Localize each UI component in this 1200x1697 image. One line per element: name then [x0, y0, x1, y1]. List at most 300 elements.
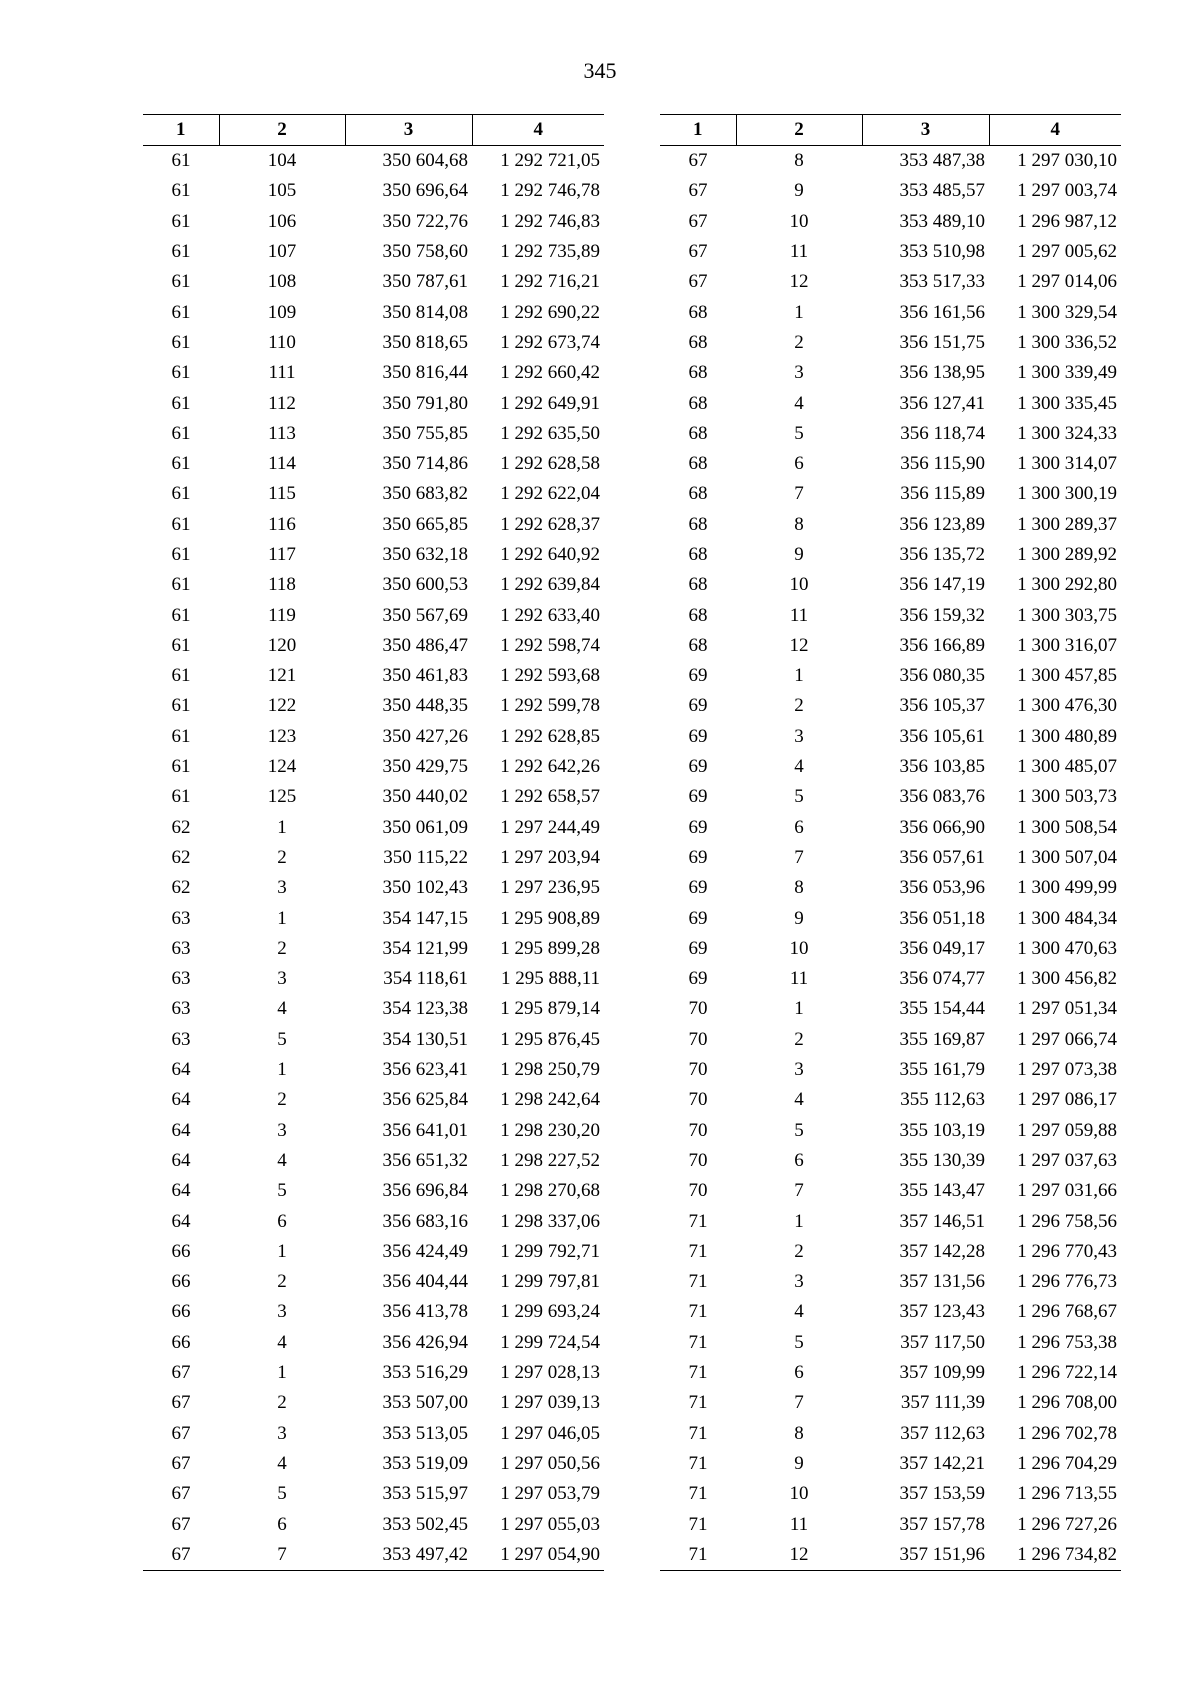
table-cell-col1: 68	[688, 634, 708, 656]
table-cell-col4: 1 299 792,71	[500, 1240, 600, 1262]
table-cell-col1: 62	[171, 846, 191, 868]
table-cell-col2: 6	[794, 1362, 804, 1384]
table-cell-col2: 114	[268, 453, 296, 475]
table-cell-col2: 117	[268, 544, 296, 565]
header-col-1: 1	[660, 115, 736, 146]
table-row	[660, 752, 1121, 782]
table-cell-col2: 1	[794, 998, 804, 1020]
table-row	[143, 419, 604, 449]
table-cell-col4: 1 296 702,78	[1017, 1422, 1117, 1444]
table-cell-col2: 1	[794, 665, 804, 687]
table-cell-col3: 350 600,53	[382, 574, 468, 596]
table-cell-col1: 68	[688, 544, 708, 565]
table-cell-col4: 1 300 336,52	[1017, 331, 1117, 353]
table-row	[660, 1116, 1121, 1146]
table-cell-col2: 6	[794, 453, 804, 475]
table-cell-col3: 354 130,51	[382, 1028, 468, 1050]
table-cell-col3: 357 151,96	[862, 1540, 989, 1571]
table-cell-col3: 353 513,05	[382, 1422, 468, 1444]
table-cell-col4: 1 300 508,54	[1017, 816, 1117, 838]
table-cell-col4: 1 300 289,92	[1017, 544, 1117, 565]
table-row	[660, 600, 1121, 630]
table-body	[143, 146, 604, 1571]
table-cell-col3: 350 696,64	[382, 180, 468, 202]
table-cell-col3: 350 486,47	[382, 634, 468, 656]
table-header	[660, 115, 1121, 146]
table-cell-col1: 69	[688, 877, 708, 899]
table-cell-col1: 71	[688, 1301, 708, 1323]
table-row	[143, 691, 604, 721]
table-cell-col3: 356 166,89	[899, 634, 985, 656]
table-cell-col1: 61	[171, 422, 191, 444]
table-row	[143, 328, 604, 358]
table-row	[143, 449, 604, 479]
table-cell-col1: 68	[688, 453, 708, 475]
table-cell-col2: 4	[794, 1301, 804, 1323]
table-cell-col4: 1 292 658,57	[500, 786, 600, 808]
table-cell-col4: 1 300 329,54	[1017, 301, 1117, 323]
table-cell-col4: 1 292 635,50	[500, 422, 600, 444]
table-cell-col4: 1 296 776,73	[1017, 1271, 1117, 1293]
table-cell-col3: 354 118,61	[383, 968, 468, 990]
table-cell-col1: 63	[171, 968, 191, 990]
table-cell-col3: 357 153,59	[899, 1483, 985, 1505]
header-col-1: 1	[143, 115, 219, 146]
table-cell-col1: 70	[688, 1149, 708, 1171]
page-number: 345	[583, 58, 617, 83]
table-cell-col2: 8	[794, 513, 804, 535]
table-cell-col4: 1 292 628,37	[500, 513, 600, 535]
table-cell-col1: 61	[171, 513, 191, 535]
table-row	[660, 1267, 1121, 1297]
table-cell-col4: 1 300 339,49	[1017, 362, 1117, 384]
table-cell-col3: 355 161,79	[899, 1059, 985, 1081]
table-cell-col2: 3	[794, 1059, 804, 1081]
table-cell-col3: 353 502,45	[382, 1513, 468, 1535]
table-cell-col1: 61	[171, 574, 191, 596]
table-cell-col4: 1 297 031,66	[1017, 1180, 1117, 1202]
table-cell-col4: 1 297 059,88	[1017, 1119, 1117, 1141]
table-cell-col3: 356 696,84	[382, 1180, 468, 1202]
table-cell-col4: 1 292 639,84	[500, 574, 600, 596]
table-cell-col4: 1 298 227,52	[500, 1149, 600, 1171]
table-cell-col1: 61	[171, 241, 191, 263]
table-row	[660, 1085, 1121, 1115]
table-cell-col3: 356 623,41	[382, 1059, 468, 1081]
table-cell-col2: 107	[267, 241, 297, 263]
table-cell-col3: 356 151,75	[899, 331, 985, 353]
table-cell-col4: 1 297 066,74	[1017, 1028, 1117, 1050]
table-row	[660, 297, 1121, 327]
table-cell-col4: 1 300 457,85	[1017, 665, 1117, 687]
table-cell-col3: 353 487,38	[899, 150, 985, 172]
table-cell-col3: 355 103,19	[899, 1119, 985, 1141]
table-cell-col4: 1 292 735,89	[500, 241, 600, 263]
table-cell-col1: 69	[688, 968, 708, 990]
table-cell-col4: 1 292 690,22	[500, 301, 600, 323]
table-cell-col1: 71	[688, 1452, 708, 1474]
table-row	[660, 419, 1121, 449]
table-cell-col3: 353 517,33	[899, 271, 985, 293]
table-row	[143, 813, 604, 843]
table-cell-col2: 2	[794, 331, 804, 353]
table-row	[143, 782, 604, 812]
table-cell-col1: 67	[688, 241, 708, 263]
table-cell-col4: 1 297 086,17	[1017, 1089, 1117, 1111]
table-cell-col1: 70	[688, 1180, 708, 1202]
table-cell-col3: 356 424,49	[382, 1240, 468, 1262]
table-cell-col2: 125	[267, 786, 297, 808]
table-cell-col1: 69	[688, 725, 708, 747]
table-row	[660, 328, 1121, 358]
table-cell-col4: 1 298 242,64	[500, 1089, 600, 1111]
table-cell-col2: 122	[267, 695, 297, 717]
table-cell-col1: 71	[688, 1240, 708, 1262]
table-cell-col2: 2	[277, 1392, 287, 1414]
table-row	[143, 1358, 604, 1388]
table-cell-col2: 4	[794, 1089, 804, 1111]
table-row	[143, 722, 604, 752]
table-cell-col4: 1 292 640,92	[500, 544, 600, 565]
table-cell-col1: 71	[688, 1422, 708, 1444]
table-cell-col3: 356 135,72	[899, 544, 985, 565]
table-cell-col4: 1 296 713,55	[1017, 1483, 1117, 1505]
table-row	[143, 1449, 604, 1479]
table-header	[143, 115, 604, 146]
table-row	[143, 297, 604, 327]
table-row	[660, 994, 1121, 1024]
table-row	[143, 1479, 604, 1509]
table-cell-col3: 357 157,78	[899, 1513, 985, 1535]
table-row	[143, 964, 604, 994]
table-cell-col2: 104	[267, 150, 297, 172]
table-cell-col4: 1 300 300,19	[1017, 483, 1117, 505]
table-cell-col1: 71	[688, 1362, 708, 1384]
table-cell-col4: 1 295 876,45	[500, 1028, 600, 1050]
table-cell-col3: 356 105,37	[899, 695, 985, 717]
table-cell-col3: 350 115,22	[383, 846, 468, 868]
table-cell-col2: 11	[789, 968, 809, 990]
table-cell-col2: 118	[268, 574, 296, 596]
table-row	[143, 1267, 604, 1297]
table-cell-col1: 70	[688, 998, 708, 1020]
table-cell-col1: 67	[171, 1483, 191, 1505]
table-cell-col1: 69	[688, 816, 708, 838]
table-cell-col2: 6	[277, 1513, 287, 1535]
table-cell-col4: 1 292 649,91	[500, 392, 600, 414]
table-cell-col2: 8	[794, 877, 804, 899]
table-cell-col1: 63	[171, 998, 191, 1020]
table-cell-col2: 4	[277, 1149, 287, 1171]
table-cell-col1: 63	[171, 937, 191, 959]
table-row	[660, 1297, 1121, 1327]
table-cell-col3: 353 485,57	[899, 180, 985, 202]
table-cell-col1: 71	[688, 1210, 708, 1232]
table-cell-col4: 1 292 746,78	[500, 180, 600, 202]
table-cell-col1: 64	[171, 1119, 191, 1141]
table-cell-col1: 67	[688, 180, 708, 202]
table-cell-col2: 12	[789, 271, 809, 293]
table-cell-col2: 120	[267, 634, 297, 656]
table-cell-col2: 121	[267, 665, 297, 687]
table-row	[143, 1418, 604, 1448]
table-cell-col3: 350 683,82	[382, 483, 468, 505]
table-cell-col2: 4	[277, 1452, 287, 1474]
table-cell-col2: 1	[277, 907, 287, 929]
table-cell-col1: 71	[688, 1392, 708, 1414]
table-cell-col2: 7	[219, 1540, 345, 1571]
table-cell-col1: 69	[688, 665, 708, 687]
table-cell-col4: 1 300 292,80	[1017, 574, 1117, 596]
table-cell-col2: 3	[794, 1271, 804, 1293]
table-cell-col1: 69	[688, 786, 708, 808]
table-cell-col2: 11	[789, 1513, 809, 1535]
table-row	[660, 388, 1121, 418]
table-row	[660, 964, 1121, 994]
table-cell-col4: 1 298 337,06	[500, 1210, 600, 1232]
table-cell-col2: 108	[267, 271, 297, 293]
table-cell-col1: 61	[171, 331, 191, 353]
table-row	[660, 449, 1121, 479]
table-row	[660, 1237, 1121, 1267]
header-col-2: 2	[219, 115, 345, 146]
table-cell-col4: 1 298 230,20	[500, 1119, 600, 1141]
table-row	[143, 1146, 604, 1176]
table-cell-col1: 61	[171, 453, 191, 475]
table-row	[660, 1025, 1121, 1055]
table-cell-col1: 66	[171, 1301, 191, 1323]
table-cell-col3: 353 516,29	[382, 1362, 468, 1384]
table-row	[660, 1509, 1121, 1539]
table-row	[660, 237, 1121, 267]
table-row	[143, 1509, 604, 1539]
table-cell-col4: 1 296 768,67	[1017, 1301, 1117, 1323]
table-cell-col2: 4	[277, 998, 287, 1020]
table-row	[660, 479, 1121, 509]
table-cell-col1: 61	[171, 786, 191, 808]
table-row	[660, 661, 1121, 691]
table-cell-col1: 61	[171, 392, 191, 414]
table-row	[660, 1418, 1121, 1448]
table-cell-col2: 9	[794, 180, 804, 202]
table-cell-col3: 355 112,63	[900, 1089, 985, 1111]
table-cell-col4: 1 292 628,58	[500, 453, 600, 475]
table-cell-col4: 1 297 054,90	[472, 1540, 604, 1571]
table-cell-col4: 1 300 289,37	[1017, 513, 1117, 535]
table-cell-col3: 355 154,44	[899, 998, 985, 1020]
table-cell-col1: 67	[171, 1362, 191, 1384]
table-cell-col1: 61	[171, 180, 191, 202]
table-cell-col3: 350 567,69	[382, 604, 468, 626]
table-cell-col1: 61	[171, 604, 191, 626]
table-row	[143, 1055, 604, 1085]
table-cell-col4: 1 292 599,78	[500, 695, 600, 717]
table-cell-col3: 356 057,61	[899, 846, 985, 868]
table-cell-col4: 1 298 270,68	[500, 1180, 600, 1202]
table-cell-col3: 357 117,50	[900, 1331, 985, 1353]
table-cell-col2: 113	[268, 422, 296, 444]
table-cell-col1: 69	[688, 695, 708, 717]
table-row	[660, 540, 1121, 570]
table-cell-col2: 7	[794, 1180, 804, 1202]
table-cell-col4: 1 300 324,33	[1017, 422, 1117, 444]
table-row	[660, 691, 1121, 721]
table-cell-col3: 356 683,16	[382, 1210, 468, 1232]
table-cell-col4: 1 300 503,73	[1017, 786, 1117, 808]
table-row	[143, 600, 604, 630]
table-cell-col2: 124	[267, 756, 297, 778]
table-cell-col2: 7	[794, 1392, 804, 1414]
table-cell-col3: 357 142,21	[899, 1452, 985, 1474]
table-cell-col2: 5	[794, 1331, 804, 1353]
table-cell-col1: 61	[171, 210, 191, 232]
table-cell-col3: 357 112,63	[900, 1422, 985, 1444]
table-row	[660, 631, 1121, 661]
table-cell-col1: 68	[688, 513, 708, 535]
table-cell-col2: 119	[268, 604, 296, 626]
table-cell-col4: 1 300 484,34	[1017, 907, 1117, 929]
table-cell-col1: 68	[688, 574, 708, 596]
table-cell-col3: 355 143,47	[899, 1180, 985, 1202]
table-cell-col4: 1 297 055,03	[500, 1513, 600, 1535]
table-cell-col1: 64	[171, 1180, 191, 1202]
table-cell-col4: 1 300 456,82	[1017, 968, 1117, 990]
table-cell-col2: 116	[268, 513, 296, 535]
table-row	[660, 267, 1121, 297]
table-cell-col1: 71	[660, 1540, 736, 1571]
coordinates-table-left	[143, 114, 604, 1571]
table-cell-col2: 106	[267, 210, 297, 232]
table-cell-col4: 1 300 314,07	[1017, 453, 1117, 475]
table-cell-col1: 66	[171, 1240, 191, 1262]
table-cell-col1: 68	[688, 362, 708, 384]
table-cell-col1: 64	[171, 1059, 191, 1081]
table-cell-col4: 1 297 039,13	[500, 1392, 600, 1414]
table-cell-col1: 63	[171, 907, 191, 929]
table-row	[143, 510, 604, 540]
table-cell-col3: 353 497,42	[345, 1540, 472, 1571]
table-row	[660, 903, 1121, 933]
table-cell-col4: 1 296 758,56	[1017, 1210, 1117, 1232]
table-cell-col3: 356 074,77	[899, 968, 985, 990]
table-cell-col2: 110	[268, 331, 296, 353]
table-cell-col3: 350 448,35	[382, 695, 468, 717]
table-row	[143, 873, 604, 903]
table-cell-col3: 356 625,84	[382, 1089, 468, 1111]
table-cell-col2: 6	[277, 1210, 287, 1232]
table-cell-col1: 61	[171, 544, 191, 565]
table-cell-col4: 1 292 721,05	[500, 150, 600, 172]
table-cell-col4: 1 297 244,49	[500, 816, 600, 838]
table-cell-col2: 109	[267, 301, 297, 323]
table-cell-col3: 350 714,86	[382, 453, 468, 475]
table-cell-col4: 1 300 480,89	[1017, 725, 1117, 747]
table-cell-col3: 357 111,39	[900, 1392, 985, 1414]
table-cell-col1: 70	[688, 1119, 708, 1141]
table-cell-col2: 10	[789, 1483, 809, 1505]
table-row	[660, 1146, 1121, 1176]
table-row	[143, 934, 604, 964]
table-cell-col3: 353 510,98	[899, 241, 985, 263]
table-cell-col4: 1 295 899,28	[500, 937, 600, 959]
table-cell-col1: 67	[171, 1392, 191, 1414]
table-row	[143, 358, 604, 388]
table-cell-col3: 350 102,43	[382, 877, 468, 899]
table-cell-col2: 7	[794, 846, 804, 868]
table-cell-col2: 6	[794, 1149, 804, 1171]
table-cell-col4: 1 297 003,74	[1017, 180, 1117, 202]
table-cell-col4: 1 296 753,38	[1017, 1331, 1117, 1353]
table-cell-col3: 356 404,44	[382, 1271, 468, 1293]
table-cell-col4: 1 295 888,11	[500, 968, 600, 990]
table-row	[660, 1479, 1121, 1509]
table-row	[143, 388, 604, 418]
table-cell-col3: 354 121,99	[382, 937, 468, 959]
table-cell-col4: 1 300 470,63	[1017, 937, 1117, 959]
table-cell-col4: 1 297 236,95	[500, 877, 600, 899]
table-cell-col3: 355 130,39	[899, 1149, 985, 1171]
table-row	[660, 1540, 1121, 1571]
table-cell-col4: 1 292 716,21	[500, 271, 600, 293]
table-cell-col3: 356 083,76	[899, 786, 985, 808]
table-cell-col4: 1 292 633,40	[500, 604, 600, 626]
table-cell-col4: 1 292 622,04	[500, 483, 600, 505]
table-cell-col4: 1 299 797,81	[500, 1271, 600, 1293]
table-cell-col3: 350 722,76	[382, 210, 468, 232]
table-cell-col3: 356 066,90	[899, 816, 985, 838]
table-cell-col3: 350 816,44	[382, 362, 468, 384]
table-cell-col2: 11	[789, 604, 809, 626]
coordinates-table-right	[660, 114, 1121, 1571]
table-row	[143, 1206, 604, 1236]
table-cell-col3: 357 131,56	[899, 1271, 985, 1293]
table-cell-col1: 61	[171, 756, 191, 778]
table-cell-col2: 8	[794, 150, 804, 172]
table-row	[143, 1176, 604, 1206]
table-row	[143, 146, 604, 177]
table-cell-col1: 70	[688, 1089, 708, 1111]
table-cell-col2: 10	[789, 937, 809, 959]
table-cell-col2: 3	[277, 968, 287, 990]
header-col-4: 4	[472, 115, 604, 146]
table-cell-col4: 1 296 722,14	[1017, 1362, 1117, 1384]
table-cell-col1: 63	[171, 1028, 191, 1050]
table-row	[143, 1540, 604, 1571]
table-cell-col4: 1 296 987,12	[1017, 210, 1117, 232]
table-cell-col3: 356 426,94	[382, 1331, 468, 1353]
table-cell-col3: 353 507,00	[382, 1392, 468, 1414]
table-cell-col3: 356 115,89	[900, 483, 985, 505]
table-row	[143, 1237, 604, 1267]
table-row	[143, 570, 604, 600]
table-cell-col3: 356 127,41	[899, 392, 985, 414]
header-col-3: 3	[345, 115, 472, 146]
table-cell-col1: 61	[171, 695, 191, 717]
table-cell-col3: 356 161,56	[899, 301, 985, 323]
table-cell-col2: 3	[277, 877, 287, 899]
table-cell-col2: 9	[794, 544, 804, 565]
table-cell-col1: 69	[688, 907, 708, 929]
table-row	[143, 176, 604, 206]
table-cell-col2: 2	[277, 937, 287, 959]
table-cell-col4: 1 292 660,42	[500, 362, 600, 384]
table-cell-col1: 61	[171, 665, 191, 687]
table-cell-col3: 350 755,85	[382, 422, 468, 444]
table-cell-col1: 70	[688, 1028, 708, 1050]
table-row	[660, 934, 1121, 964]
table-row	[660, 1055, 1121, 1085]
table-row	[660, 1328, 1121, 1358]
